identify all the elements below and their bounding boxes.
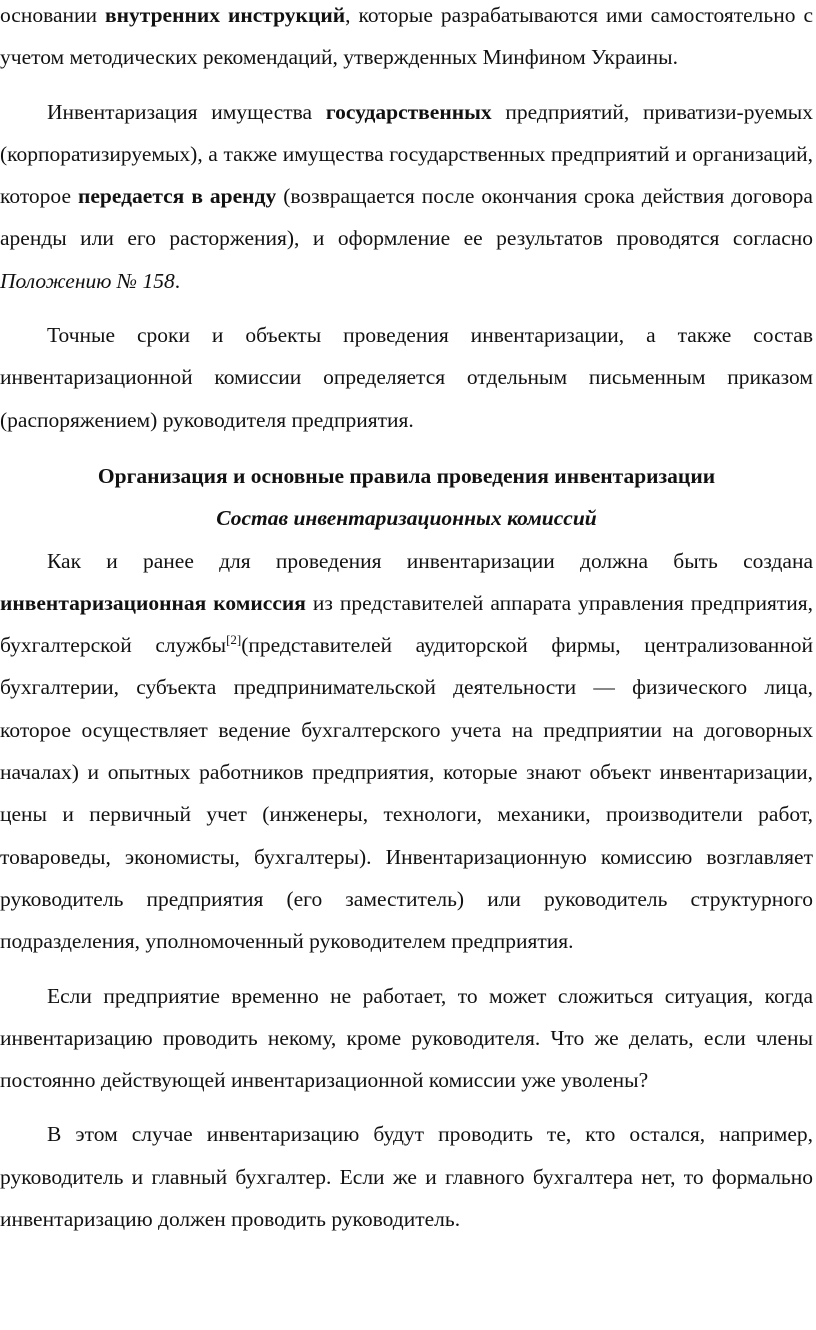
paragraph-5: Если предприятие временно не работает, то может сложиться ситуация, когда инвентаризацию проводить некому, кроме руководителя. Что же делать, если члены постоянно действующей инвентаризационной комиссии уже уволены? bbox=[0, 983, 813, 1093]
section-heading: Организация и основные правила проведения инвентаризации bbox=[97, 463, 716, 488]
bold-term: внутренних инструкций bbox=[105, 3, 346, 27]
paragraph-3: Точные сроки и объекты проведения инвентаризации, а также состав инвентаризационной комиссии определяется отдельным письменным приказом (распоряжением) руководителя предприятия. bbox=[0, 323, 813, 432]
bold-term: инвентаризационная комиссия bbox=[0, 590, 306, 615]
paragraph-2: Инвентаризация имущества государственных предприятий, приватизи-руемых (корпоратизируемых), а также имущества государственных предприятий и организаций, которое передается в аренду (возвращается после окончания срока действия договора аренды или его расторжения), и оформление ее результатов проводятся согласно Положению № 158. bbox=[0, 99, 813, 293]
paragraph-1: основании внутренних инструкций, которые разрабатываются ими самостоятельно с учетом методических рекомендаций, утвержденных Минфином Украины. bbox=[0, 3, 813, 70]
bold-term: государственных bbox=[325, 99, 492, 124]
footnote-ref: [2] bbox=[226, 632, 242, 647]
bold-term: передается в аренду bbox=[78, 184, 277, 209]
italic-reference: Положению № 158 bbox=[0, 268, 175, 293]
paragraph-6: В этом случае инвентаризацию будут проводить те, кто остался, например, руководитель и главный бухгалтер. Если же и главного бухгалтера нет, то формально инвентаризацию должен проводить руководитель. bbox=[0, 1122, 813, 1232]
paragraph-4: Как и ранее для проведения инвентаризации должна быть создана инвентаризационная комиссия из представителей аппарата управления предприятия, бухгалтерской службы[2](представителей аудиторской фирмы, централизованной бухгалтерии, субъекта предпринимательской деятельности — физического лица, которое осуществляет ведение бухгалтерского учета на предприятии на договорных началах) и опытных работников предприятия, которые знают объект инвентаризации, цены и первичный учет (инженеры, технологи, механики, производители работ, товароведы, экономисты, бухгалтеры). Инвентаризационную комиссию возглавляет руководитель предприятия (его заместитель) или руководитель структурного подразделения, уполномоченный руководителем предприятия. bbox=[0, 548, 814, 954]
section-subheading: Состав инвентаризационных комиссий bbox=[216, 506, 597, 531]
